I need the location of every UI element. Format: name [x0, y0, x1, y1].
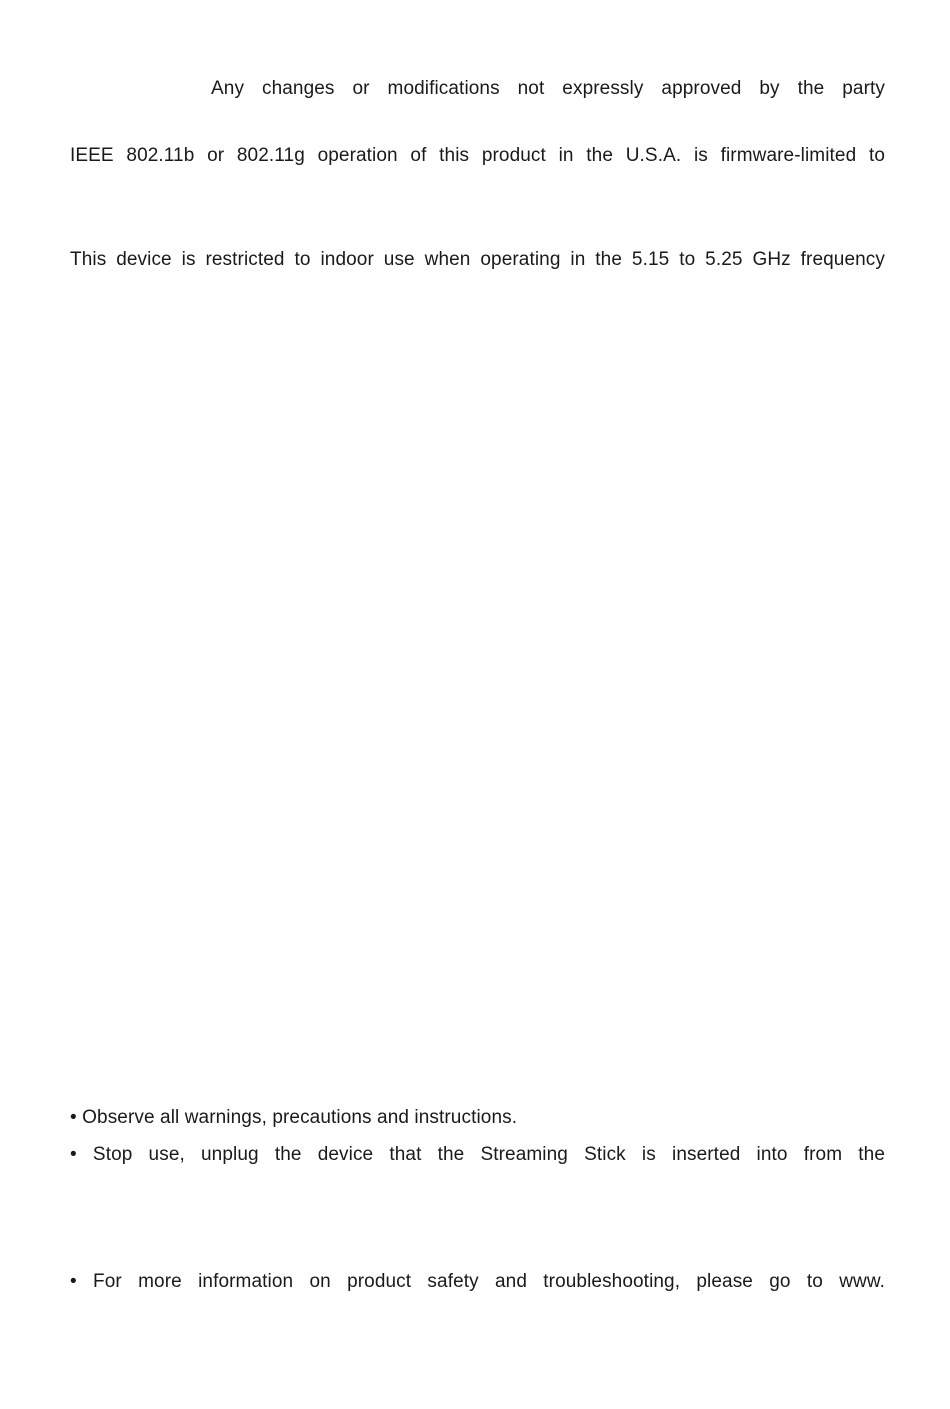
bullet-text: For more information on product safety and troubleshooting, please go to www.	[93, 1271, 885, 1292]
bullet-item-warnings	[70, 1106, 885, 1130]
bullet-item-stop-use	[70, 1143, 885, 1167]
bullet-item-more-info	[70, 1270, 885, 1294]
bullet-marker: •	[70, 1144, 77, 1165]
bullet-text: Observe all warnings, precautions and instructions.	[82, 1107, 518, 1128]
paragraph-ieee-operation: IEEE 802.11b or 802.11g operation of this product in the U.S.A. is firmware-limited to	[70, 145, 885, 166]
bullet-marker: •	[70, 1271, 77, 1292]
bullet-marker: •	[70, 1107, 77, 1128]
bullet-text: Stop use, unplug the device that the Streaming Stick is inserted into from the	[92, 1144, 885, 1165]
paragraph-modifications: Any changes or modifications not expressly approved by the party	[211, 78, 885, 99]
paragraph-indoor-use: This device is restricted to indoor use when operating in the 5.15 to 5.25 GHz frequency	[70, 249, 885, 270]
